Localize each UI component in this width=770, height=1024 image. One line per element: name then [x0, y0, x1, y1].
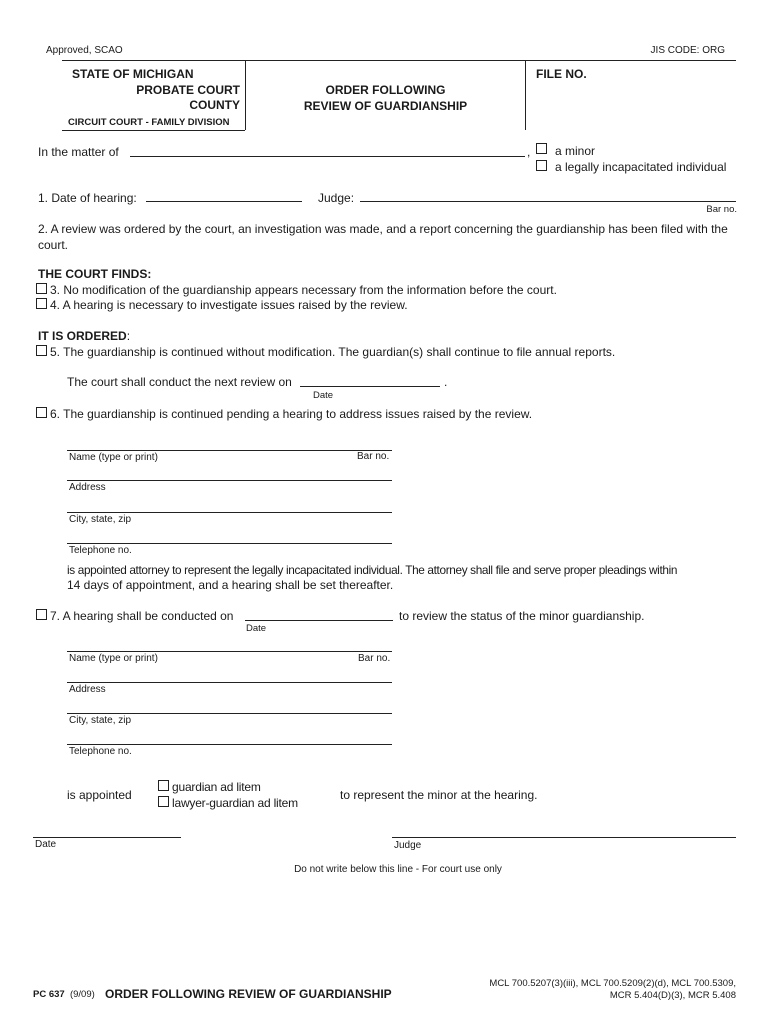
header-divider-right — [525, 60, 526, 130]
signature-judge-field[interactable] — [392, 837, 736, 838]
minor-label: a minor — [555, 144, 596, 158]
it-is-ordered-label: IT IS ORDERED — [38, 329, 127, 343]
date-of-hearing-label: 1. Date of hearing: — [38, 191, 137, 205]
attorney2-bar-no: Bar no. — [358, 653, 391, 664]
attorney2-city-field[interactable] — [67, 713, 392, 714]
approved-text: Approved, SCAO — [46, 45, 123, 56]
form-title-line2: REVIEW OF GUARDIANSHIP — [303, 99, 468, 113]
attorney1-appointed-line1: is appointed attorney to represent the legally incapacitated individual. The attorney shall file and serve proper pleadings within — [67, 563, 678, 577]
item-7-text: 7. A hearing shall be conducted on — [50, 609, 234, 623]
county-label: COUNTY — [189, 98, 240, 112]
date-of-hearing-field[interactable] — [146, 201, 302, 202]
item-6-text: 6. The guardianship is continued pending a hearing to address issues raised by the review. — [50, 407, 533, 421]
it-is-ordered-colon: : — [126, 329, 131, 343]
circuit-court-label: CIRCUIT COURT - FAMILY DIVISION — [68, 117, 230, 128]
court-finds-heading: THE COURT FINDS: — [38, 267, 152, 281]
represent-minor-text: to represent the minor at the hearing. — [340, 788, 538, 802]
item-7-suffix: to review the status of the minor guardianship. — [399, 609, 645, 623]
item-5-text: 5. The guardianship is continued without modification. The guardian(s) shall continue to file annual reports. — [50, 345, 616, 359]
signature-date-caption: Date — [35, 839, 57, 850]
form-number — [33, 989, 95, 1000]
attorney1-name-caption: Name (type or print) — [69, 452, 158, 463]
item-7-date-caption: Date — [246, 623, 267, 634]
next-review-period: . — [444, 375, 448, 389]
matter-name-field[interactable] — [130, 156, 525, 157]
next-review-label: The court shall conduct the next review on — [67, 375, 292, 389]
probate-court-label: PROBATE COURT — [136, 83, 240, 97]
matter-label: In the matter of — [38, 145, 119, 159]
citation-line2: MCR 5.404(D)(3), MCR 5.408 — [609, 990, 736, 1001]
attorney2-phone-field[interactable] — [67, 744, 392, 745]
judge-field[interactable] — [360, 201, 736, 202]
attorney1-phone-caption: Telephone no. — [69, 545, 132, 556]
incapacitated-label: a legally incapacitated individual — [555, 160, 727, 174]
attorney2-address-caption: Address — [69, 684, 106, 695]
item-2-text: 2. A review was ordered by the court, an investigation was made, and a report concerning the guardianship has been filed with the court. — [38, 222, 728, 252]
item-4-text: 4. A hearing is necessary to investigate issues raised by the review. — [50, 298, 408, 312]
incapacitated-checkbox[interactable] — [536, 160, 547, 171]
attorney1-city-field[interactable] — [67, 512, 392, 513]
judge-bar-no: Bar no. — [706, 204, 737, 215]
signature-judge-caption: Judge — [394, 840, 422, 851]
attorney2-is-appointed: is appointed — [67, 788, 132, 802]
attorney2-city-caption: City, state, zip — [69, 715, 132, 726]
file-no-label: FILE NO. — [536, 67, 587, 81]
item-7-checkbox[interactable] — [36, 609, 47, 620]
attorney1-address-caption: Address — [69, 482, 106, 493]
item-3-checkbox[interactable] — [36, 283, 47, 294]
attorney1-phone-field[interactable] — [67, 543, 392, 544]
lawyer-guardian-ad-litem-label: lawyer-guardian ad litem — [172, 796, 298, 810]
guardian-ad-litem-label: guardian ad litem — [172, 780, 261, 794]
next-review-date-caption: Date — [313, 390, 334, 401]
court-use-notice: Do not write below this line - For court use only — [294, 864, 502, 875]
attorney1-appointed-line2: 14 days of appointment, and a hearing shall be set thereafter. — [67, 578, 394, 592]
attorney1-bar-no: Bar no. — [357, 451, 390, 462]
it-is-ordered-heading — [38, 329, 130, 343]
attorney1-city-caption: City, state, zip — [69, 514, 132, 525]
attorney2-address-field[interactable] — [67, 682, 392, 683]
item-4-checkbox[interactable] — [36, 298, 47, 309]
citation-line1: MCL 700.5207(3)(iii), MCL 700.5209(2)(d), MCL 700.5309, — [489, 978, 736, 989]
item-3-text: 3. No modification of the guardianship appears necessary from the information before the court. — [50, 283, 557, 297]
minor-checkbox[interactable] — [536, 143, 547, 154]
item-6-checkbox[interactable] — [36, 407, 47, 418]
next-review-date-field[interactable] — [300, 386, 440, 387]
attorney1-name-field[interactable] — [67, 450, 392, 451]
guardian-ad-litem-checkbox[interactable] — [158, 780, 169, 791]
footer-title: ORDER FOLLOWING REVIEW OF GUARDIANSHIP — [105, 987, 392, 1001]
state-label: STATE OF MICHIGAN — [72, 67, 194, 81]
item-7-date-field[interactable] — [245, 620, 393, 621]
form-version: (9/09) — [69, 989, 95, 1000]
jis-code: JIS CODE: ORG — [650, 45, 725, 56]
attorney2-name-field[interactable] — [67, 651, 392, 652]
attorney2-phone-caption: Telephone no. — [69, 746, 132, 757]
form-title-line1: ORDER FOLLOWING — [325, 83, 446, 97]
header-top-rule — [62, 60, 736, 61]
item-5-checkbox[interactable] — [36, 345, 47, 356]
header-bottom-rule — [62, 130, 245, 131]
attorney1-address-field[interactable] — [67, 480, 392, 481]
form-number-code: PC 637 — [33, 989, 65, 1000]
attorney2-name-caption: Name (type or print) — [69, 653, 158, 664]
signature-date-field[interactable] — [33, 837, 181, 838]
matter-comma: , — [527, 145, 531, 159]
lawyer-guardian-ad-litem-checkbox[interactable] — [158, 796, 169, 807]
judge-label: Judge: — [318, 191, 355, 205]
